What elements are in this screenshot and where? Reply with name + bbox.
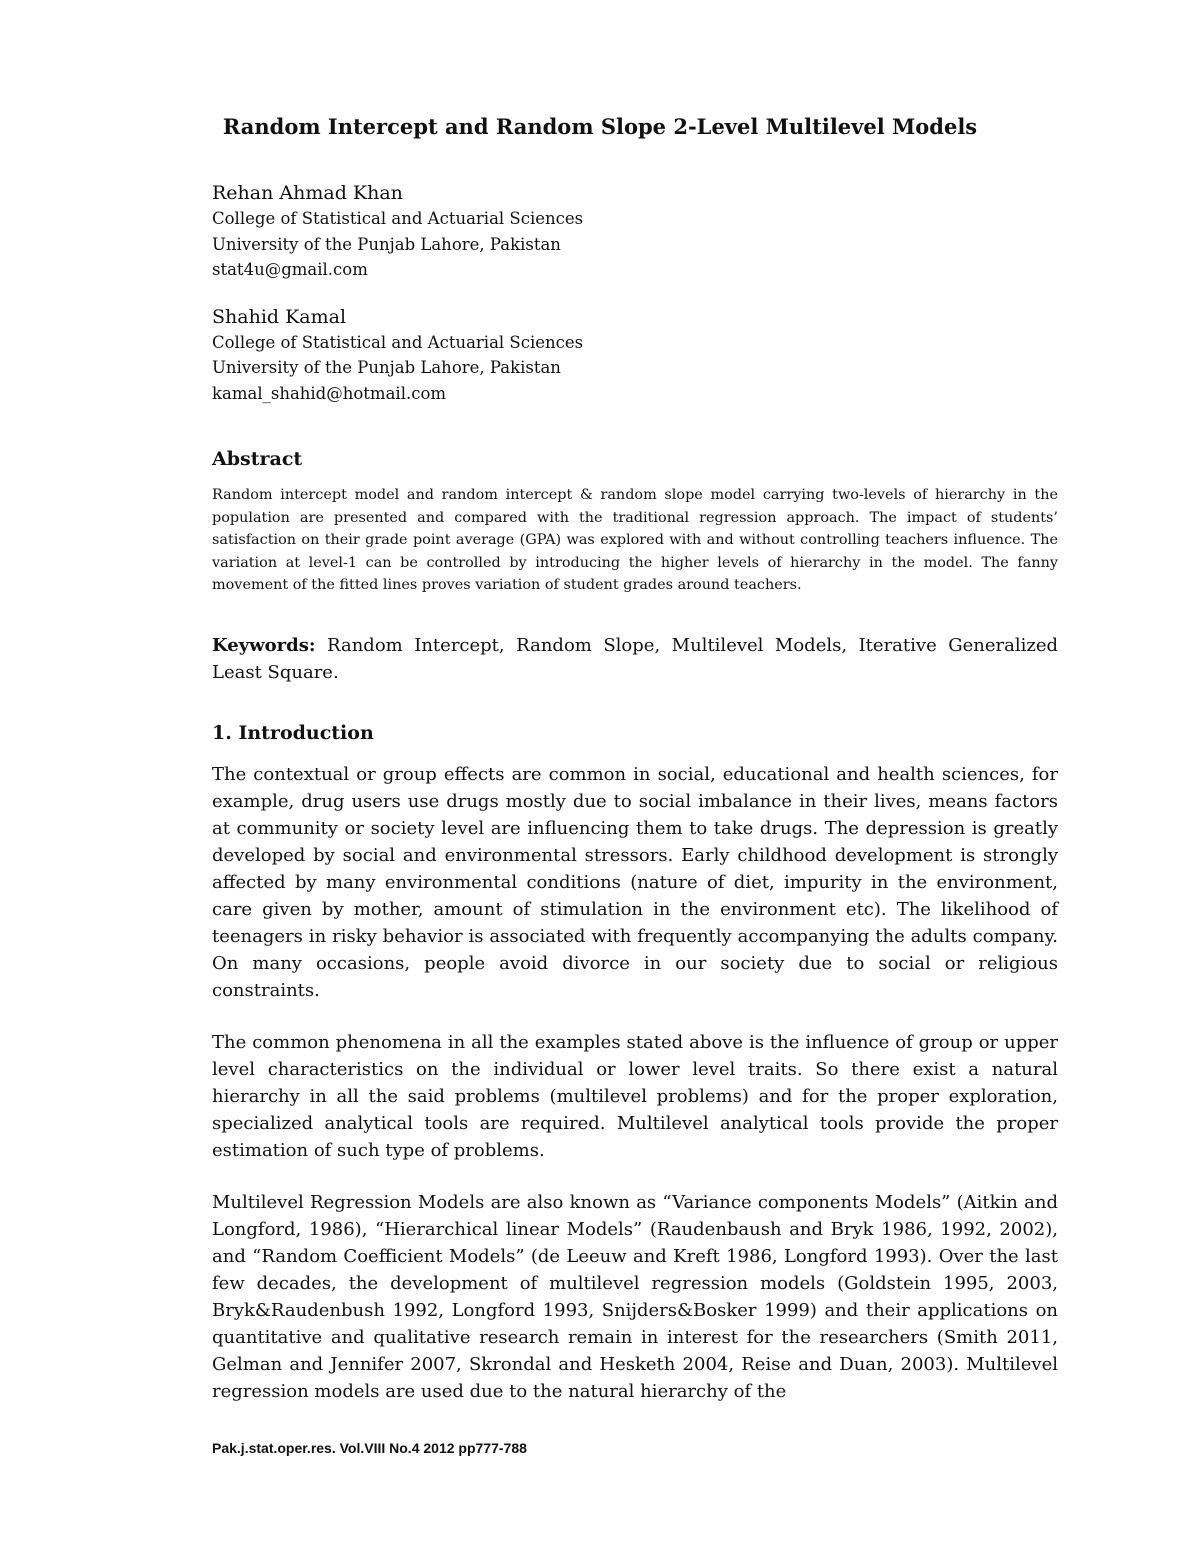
author-email: stat4u@gmail.com xyxy=(212,260,368,279)
author-list xyxy=(212,180,912,427)
author-college: College of Statistical and Actuarial Sciences xyxy=(212,332,584,352)
paragraph: The common phenomena in all the examples stated above is the influence of group or upper level characteristics on the individual or lower level traits. So there exist a natural hierarchy in all the said problems (multilevel problems) and for the proper exploration, specialized analytical tools are required. Multilevel analytical tools provide the proper estimation of such type of problems. xyxy=(212,1032,1058,1161)
journal-footer: Pak.j.stat.oper.res. Vol.VIII No.4 2012 pp777-788 xyxy=(212,1440,527,1456)
author-university: University of the Punjab Lahore, Pakistan xyxy=(212,358,561,377)
author-university: University of the Punjab Lahore, Pakistan xyxy=(212,234,561,254)
abstract-heading: Abstract xyxy=(212,448,303,470)
author-block xyxy=(212,304,912,407)
author-college: College of Statistical and Actuarial Sciences xyxy=(212,209,584,228)
author-block xyxy=(212,180,912,283)
paper-title: Random Intercept and Random Slope 2-Level Multilevel Models xyxy=(222,114,978,139)
author-email: kamal_shahid@hotmail.com xyxy=(212,383,447,403)
paragraph: The contextual or group effects are common in social, educational and health sciences, for example, drug users use drugs mostly due to social imbalance in their lives, means factors at community or society level are influencing them to take drugs. The depression is greatly developed by social and environmental stressors. Early childhood development is strongly affected by many environmental conditions (nature of diet, impurity in the environment, care given by mother, amount of stimulation in the environment etc). The likelihood of teenagers in risky behavior is associated with frequently accompanying the adults company. On many occasions, people avoid divorce in our society due to social or religious constraints. xyxy=(212,764,1058,1001)
introduction-body xyxy=(212,761,1058,1430)
introduction-heading: 1. Introduction xyxy=(212,722,374,744)
keywords-label: Keywords: xyxy=(212,635,316,656)
keywords xyxy=(212,632,1058,686)
author-name: Rehan Ahmad Khan xyxy=(212,182,403,204)
paragraph: Multilevel Regression Models are also known as “Variance components Models” (Aitkin and Longford, 1986), “Hierarchical linear Models” (Raudenbaush and Bryk 1986, 1992, 2002), and “Random Coefficient Models” (de Leeuw and Kreft 1986, Longford 1993). Over the last few decades, the development of multilevel regression models (Goldstein 1995, 2003, Bryk&Raudenbush 1992, Longford 1993, Snijders&Bosker 1999) and their applications on quantitative and qualitative research remain in interest for the researchers (Smith 2011, Gelman and Jennifer 2007, Skrondal and Hesketh 2004, Reise and Duan, 2003). Multilevel regression models are used due to the natural hierarchy of the xyxy=(212,1192,1058,1402)
abstract-text: Random intercept model and random intercept & random slope model carrying two-levels of hierarchy in the population are presented and compared with the traditional regression approach. The impact of students’ satisfaction on their grade point average (GPA) was explored with and without controlling teachers influence. The variation at level-1 can be controlled by introducing the higher levels of hierarchy in the model. The fanny movement of the fitted lines proves variation of student grades around teachers. xyxy=(212,487,1058,594)
keywords-text: Random Intercept, Random Slope, Multilevel Models, Iterative Generalized Least Square. xyxy=(212,635,1058,683)
author-name: Shahid Kamal xyxy=(212,305,347,328)
